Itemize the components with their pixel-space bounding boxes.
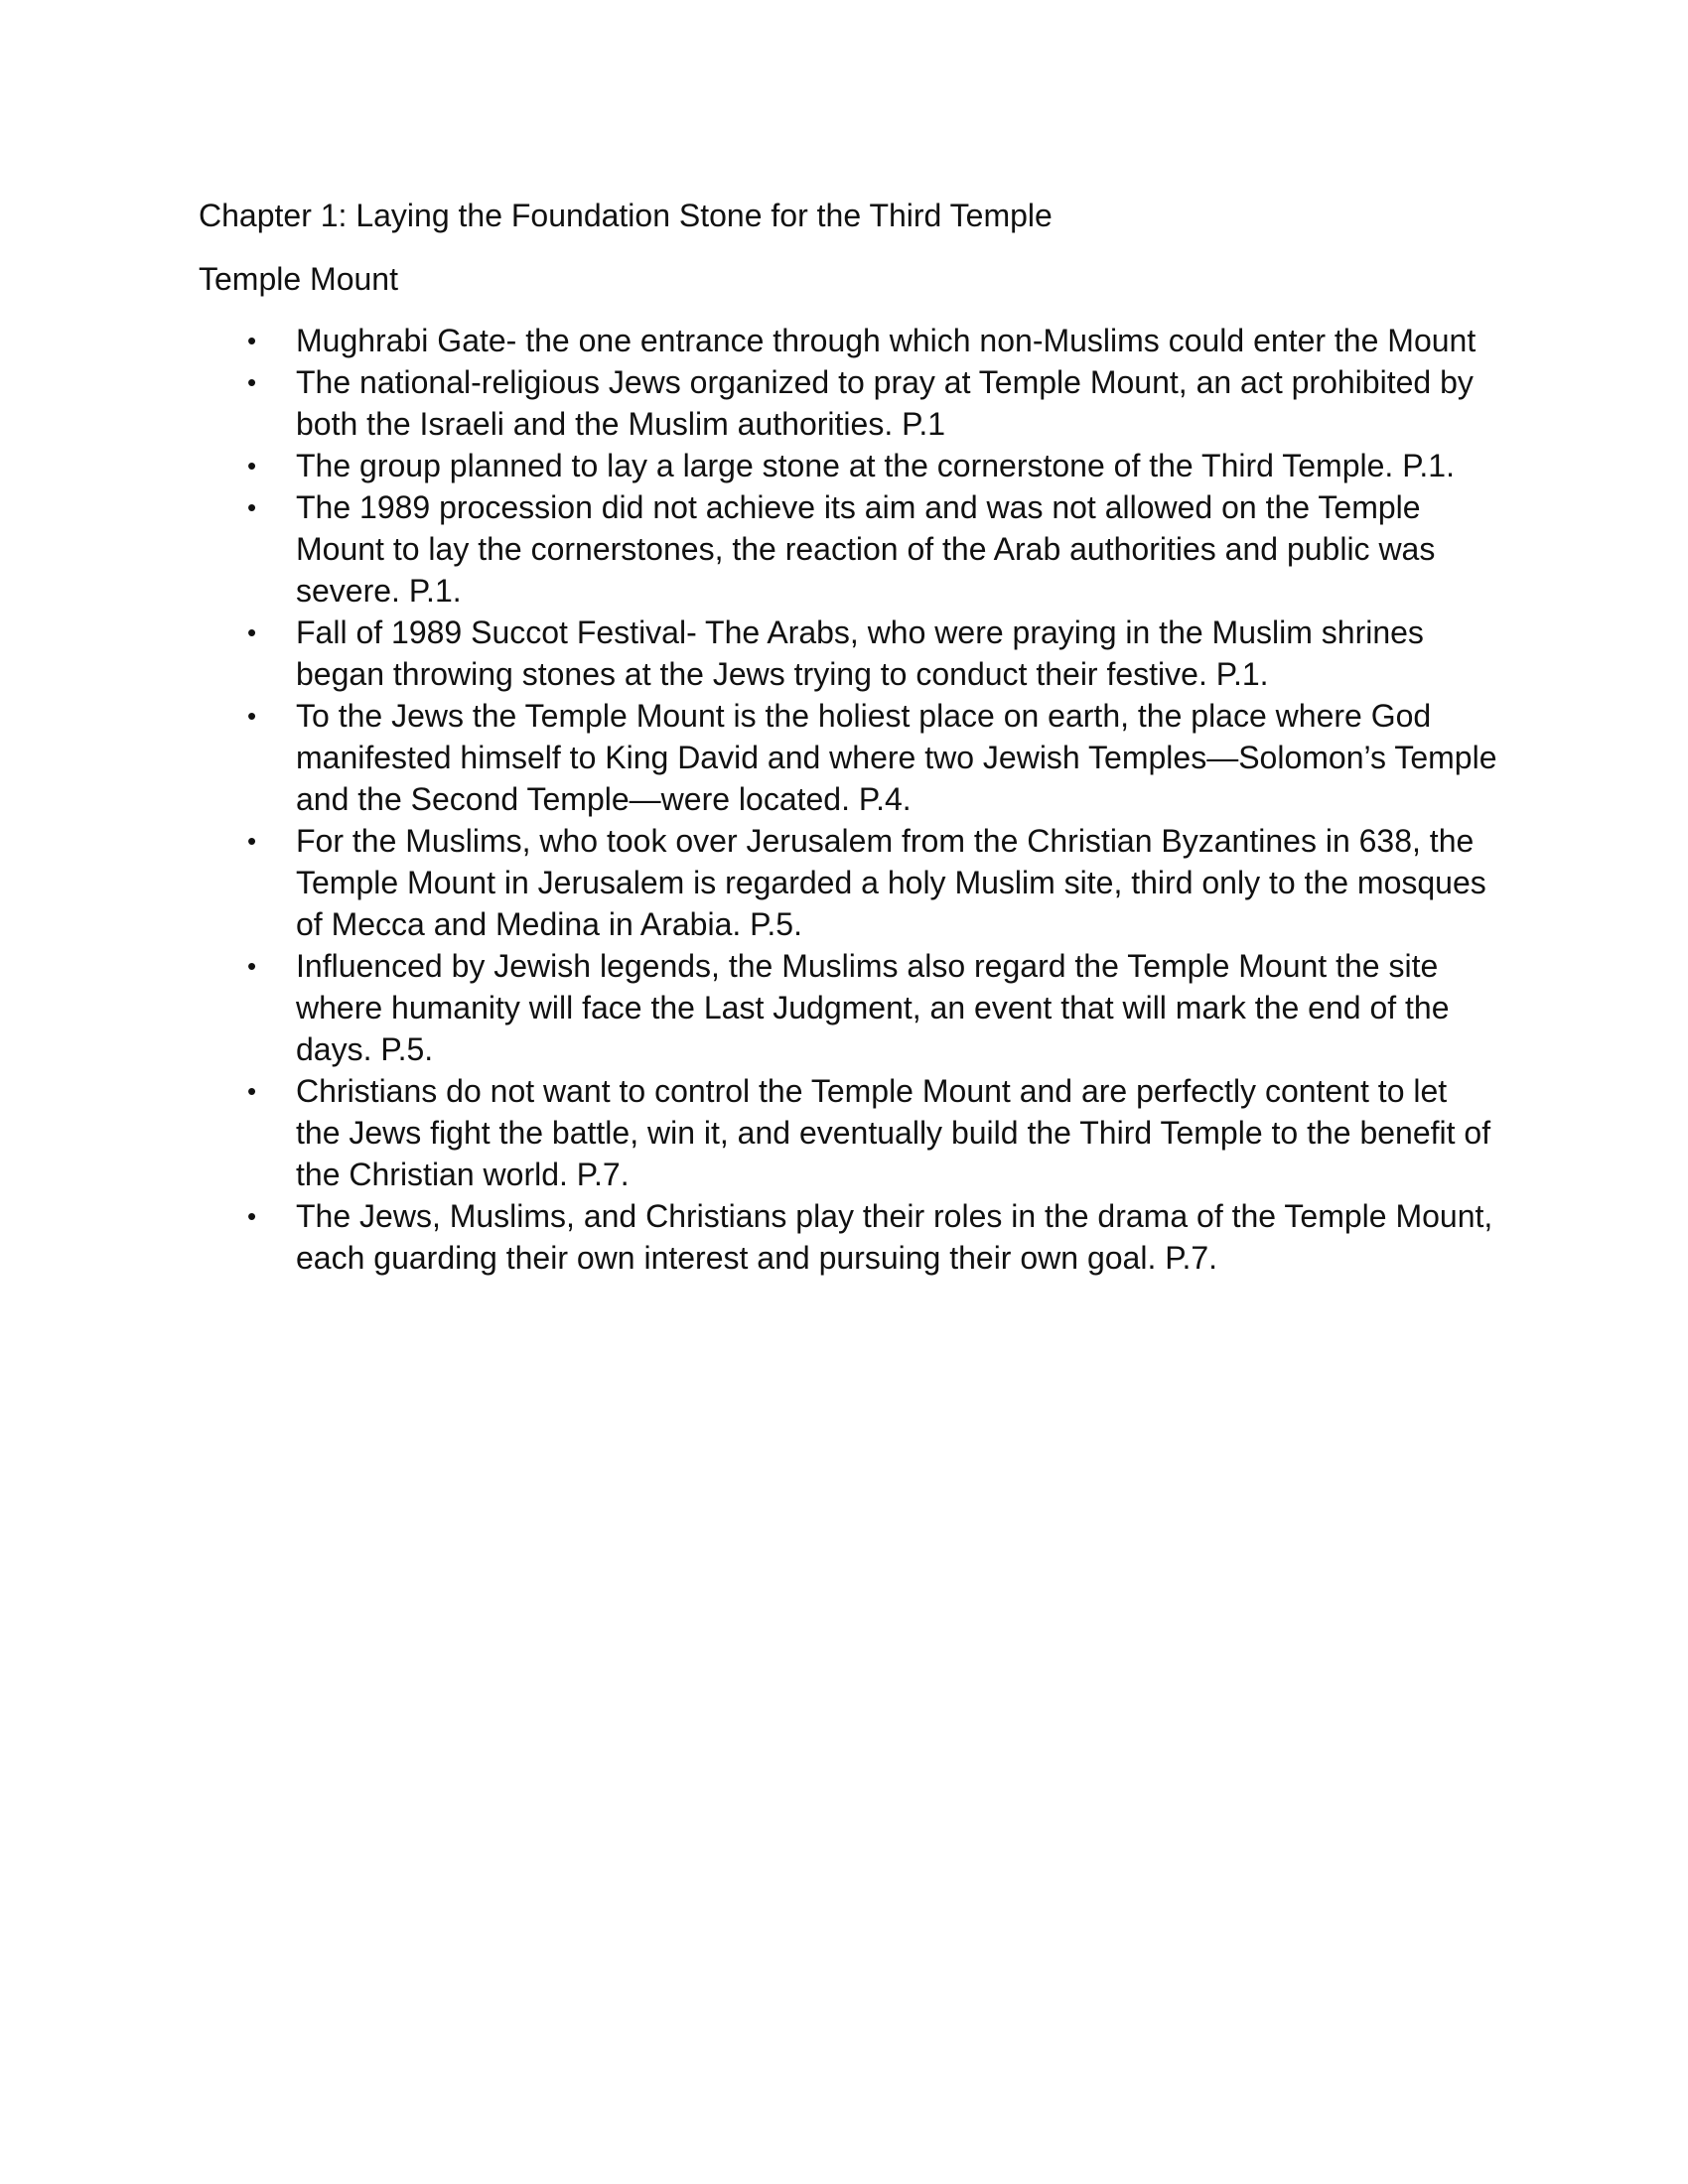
bullet-icon: • <box>247 701 257 731</box>
list-item <box>199 1195 1497 1279</box>
list-item <box>199 320 1497 361</box>
bullet-icon: • <box>247 326 257 355</box>
bullet-icon: • <box>247 951 257 981</box>
bullet-icon: • <box>247 367 257 397</box>
list-item <box>199 1070 1497 1195</box>
bullet-icon: • <box>247 492 257 522</box>
list-item <box>199 486 1497 612</box>
list-item-text: Christians do not want to control the Temple Mount and are perfectly content to let the Jews fight the battle, win it, and eventually build the Third Temple to the benefit of the Christian world. P.7. <box>296 1073 1491 1192</box>
list-item-text: The group planned to lay a large stone at the cornerstone of the Third Temple. P.1. <box>296 448 1455 483</box>
list-item-text: Influenced by Jewish legends, the Muslims also regard the Temple Mount the site where humanity will face the Last Judgment, an event that will mark the end of the days. P.5. <box>296 948 1450 1067</box>
bullet-icon: • <box>247 451 257 480</box>
list-item <box>199 612 1497 695</box>
section-heading: Temple Mount <box>199 261 398 297</box>
bullet-icon: • <box>247 1201 257 1231</box>
bullet-icon: • <box>247 1076 257 1106</box>
document-content <box>199 195 1497 1279</box>
list-item-text: Fall of 1989 Succot Festival- The Arabs, who were praying in the Muslim shrines began throwing stones at the Jews trying to conduct their festive. P.1. <box>296 614 1424 692</box>
list-item-text: The national-religious Jews organized to pray at Temple Mount, an act prohibited by both the Israeli and the Muslim authorities. P.1 <box>296 364 1474 442</box>
bullet-icon: • <box>247 617 257 647</box>
list-item <box>199 945 1497 1070</box>
list-item-text: For the Muslims, who took over Jerusalem from the Christian Byzantines in 638, the Temple Mount in Jerusalem is regarded a holy Muslim site, third only to the mosques of Mecca and Medina in Arabia. P.5. <box>296 823 1486 942</box>
list-item-text: Mughrabi Gate- the one entrance through which non-Muslims could enter the Mount <box>296 323 1477 358</box>
chapter-title: Chapter 1: Laying the Foundation Stone for the Third Temple <box>199 198 1053 233</box>
list-item-text: The 1989 procession did not achieve its aim and was not allowed on the Temple Mount to lay the cornerstones, the reaction of the Arab authorities and public was severe. P.1. <box>296 489 1436 609</box>
list-item <box>199 695 1497 820</box>
bullet-list <box>199 320 1497 1279</box>
list-item <box>199 361 1497 445</box>
bullet-icon: • <box>247 826 257 856</box>
list-item-text: To the Jews the Temple Mount is the holiest place on earth, the place where God manifested himself to King David and where two Jewish Temples—Solomon’s Temple and the Second Temple—were located. P.4. <box>296 698 1497 817</box>
list-item <box>199 445 1497 486</box>
list-item-text: The Jews, Muslims, and Christians play their roles in the drama of the Temple Mount, each guarding their own interest and pursuing their own goal. P.7. <box>296 1198 1493 1276</box>
list-item <box>199 820 1497 945</box>
